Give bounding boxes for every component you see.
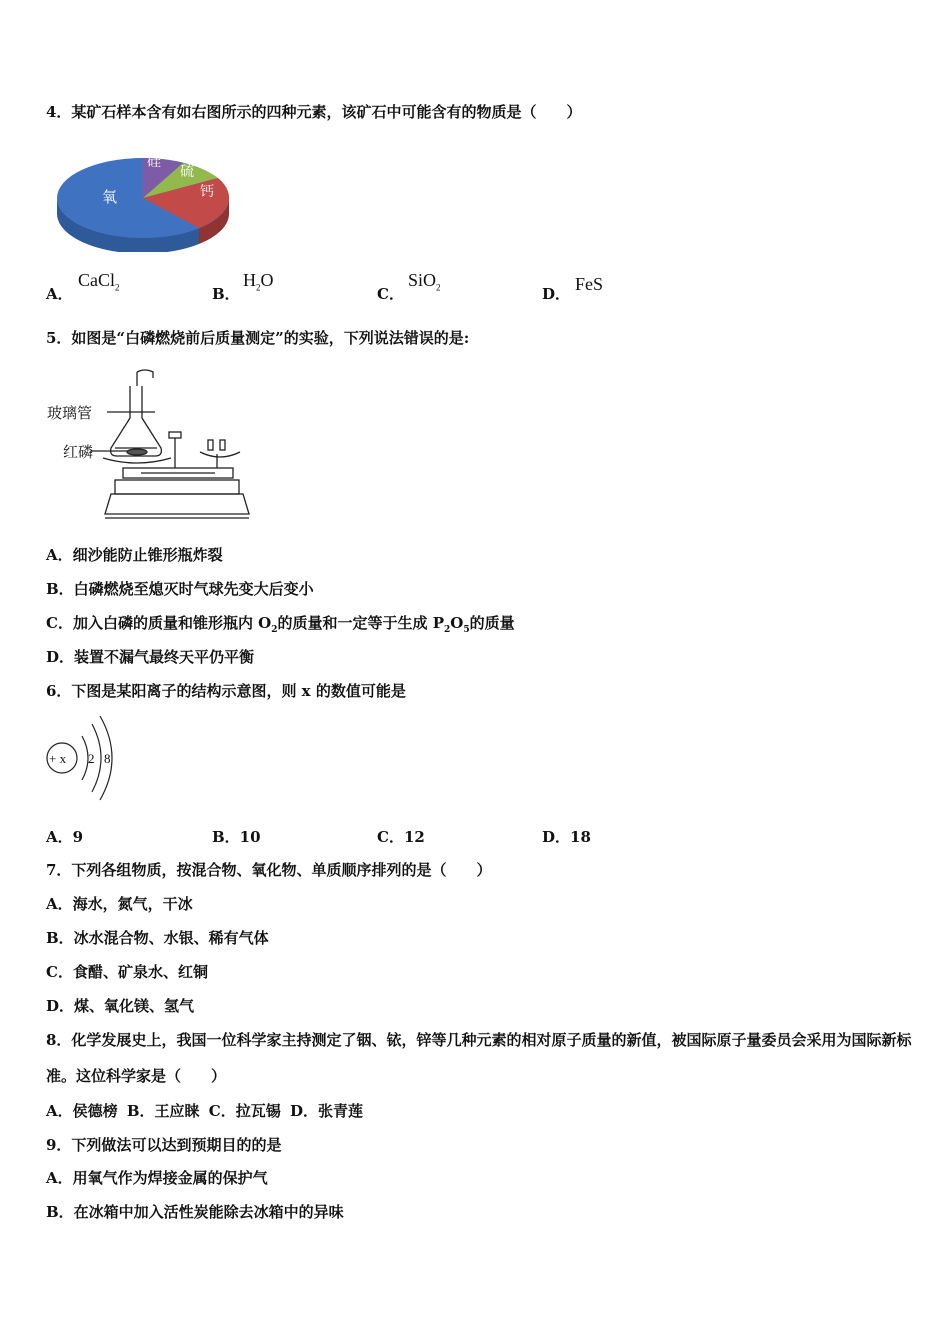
label-red-phosphorus: 红磷 bbox=[63, 443, 94, 461]
q5-option-c[interactable]: C．加入白磷的质量和锥形瓶内 $O_2$的质量和一定等于生成 $P_2O_5$的质量 bbox=[46, 614, 515, 635]
q4-option-c[interactable] bbox=[377, 283, 404, 304]
q5-stem: 5．如图是“白磷燃烧前后质量测定”的实验，下列说法错误的是: bbox=[46, 329, 470, 347]
element-pie-chart bbox=[52, 142, 237, 252]
q8-option-d[interactable]: D．张青莲 bbox=[289, 1102, 363, 1120]
q4-option-d[interactable] bbox=[542, 283, 570, 304]
ion-structure-diagram bbox=[42, 714, 132, 802]
q9-option-a[interactable]: A．用氧气作为焊接金属的保护气 bbox=[46, 1169, 268, 1187]
q8-option-a[interactable]: A．侯德榜 bbox=[46, 1102, 118, 1120]
q7-option-d[interactable]: D．煤、氧化镁、氢气 bbox=[46, 997, 195, 1015]
option-letter: A． bbox=[46, 285, 73, 303]
q5-option-a[interactable]: A．细沙能防止锥形瓶炸裂 bbox=[46, 546, 223, 564]
shell-2-count: 8 bbox=[104, 751, 111, 766]
q6-stem: 6．下图是某阳离子的结构示意图，则 x 的数值可能是 bbox=[46, 682, 406, 700]
q9-option-b[interactable]: B．在冰箱中加入活性炭能除去冰箱中的异味 bbox=[46, 1203, 344, 1221]
q7-option-b[interactable]: B．冰水混合物、水银、稀有气体 bbox=[46, 929, 269, 947]
option-letter: D． bbox=[542, 285, 571, 303]
option-letter: B． bbox=[212, 285, 240, 303]
q7-stem: 7．下列各组物质，按混合物、氧化物、单质顺序排列的是（ ） bbox=[46, 861, 492, 879]
q4-formula-c: SiO$_2$ bbox=[408, 270, 441, 293]
q6-option-a[interactable]: A．9 bbox=[46, 828, 84, 846]
q4-option-a[interactable] bbox=[46, 283, 73, 304]
q8-stem: 8．化学发展史上，我国一位科学家主持测定了铟、铱，锌等几种元素的相对原子质量的新值，被国际原子量委员会采用为国际新标准。这位科学家是（ ） bbox=[46, 1031, 912, 1085]
q4-formula-a: CaCl$_2$ bbox=[78, 270, 120, 293]
label-glass-tube: 玻璃管 bbox=[47, 404, 93, 422]
q6-option-c[interactable]: C．12 bbox=[377, 828, 425, 846]
shell-1-count: 2 bbox=[88, 751, 95, 766]
option-letter: C． bbox=[377, 285, 404, 303]
q8-option-c[interactable]: C．拉瓦锡 bbox=[208, 1102, 281, 1120]
q6-option-b[interactable]: B．10 bbox=[212, 828, 261, 846]
pie-label-sulfur: 硫 bbox=[180, 164, 194, 180]
q7-option-a[interactable]: A．海水，氮气，干冰 bbox=[46, 895, 193, 913]
q4-formula-d: FeS bbox=[575, 274, 604, 294]
q9-stem: 9．下列做法可以达到预期目的的是 bbox=[46, 1136, 282, 1154]
nucleus-label: + x bbox=[49, 751, 67, 766]
q4-stem: 4．某矿石样本含有如右图所示的四种元素，该矿石中可能含有的物质是（ ） bbox=[46, 103, 582, 121]
q4-formula-b: $H_2O$ bbox=[243, 270, 274, 293]
pie-label-silicon: 硅 bbox=[147, 154, 161, 170]
q5-option-b[interactable]: B．白磷燃烧至熄灭时气球先变大后变小 bbox=[46, 580, 314, 598]
q8-options bbox=[46, 1101, 367, 1121]
q4-option-b[interactable] bbox=[212, 283, 240, 304]
pie-label-calcium: 钙 bbox=[200, 184, 214, 200]
q5-option-d[interactable]: D．装置不漏气最终天平仍平衡 bbox=[46, 648, 255, 666]
pie-label-oxygen: 氧 bbox=[102, 188, 118, 206]
balance-apparatus-figure bbox=[45, 368, 250, 523]
q7-option-c[interactable]: C．食醋、矿泉水、红铜 bbox=[46, 963, 208, 981]
q6-option-d[interactable]: D．18 bbox=[542, 828, 591, 846]
q8-option-b[interactable]: B．王应睐 bbox=[126, 1102, 200, 1120]
